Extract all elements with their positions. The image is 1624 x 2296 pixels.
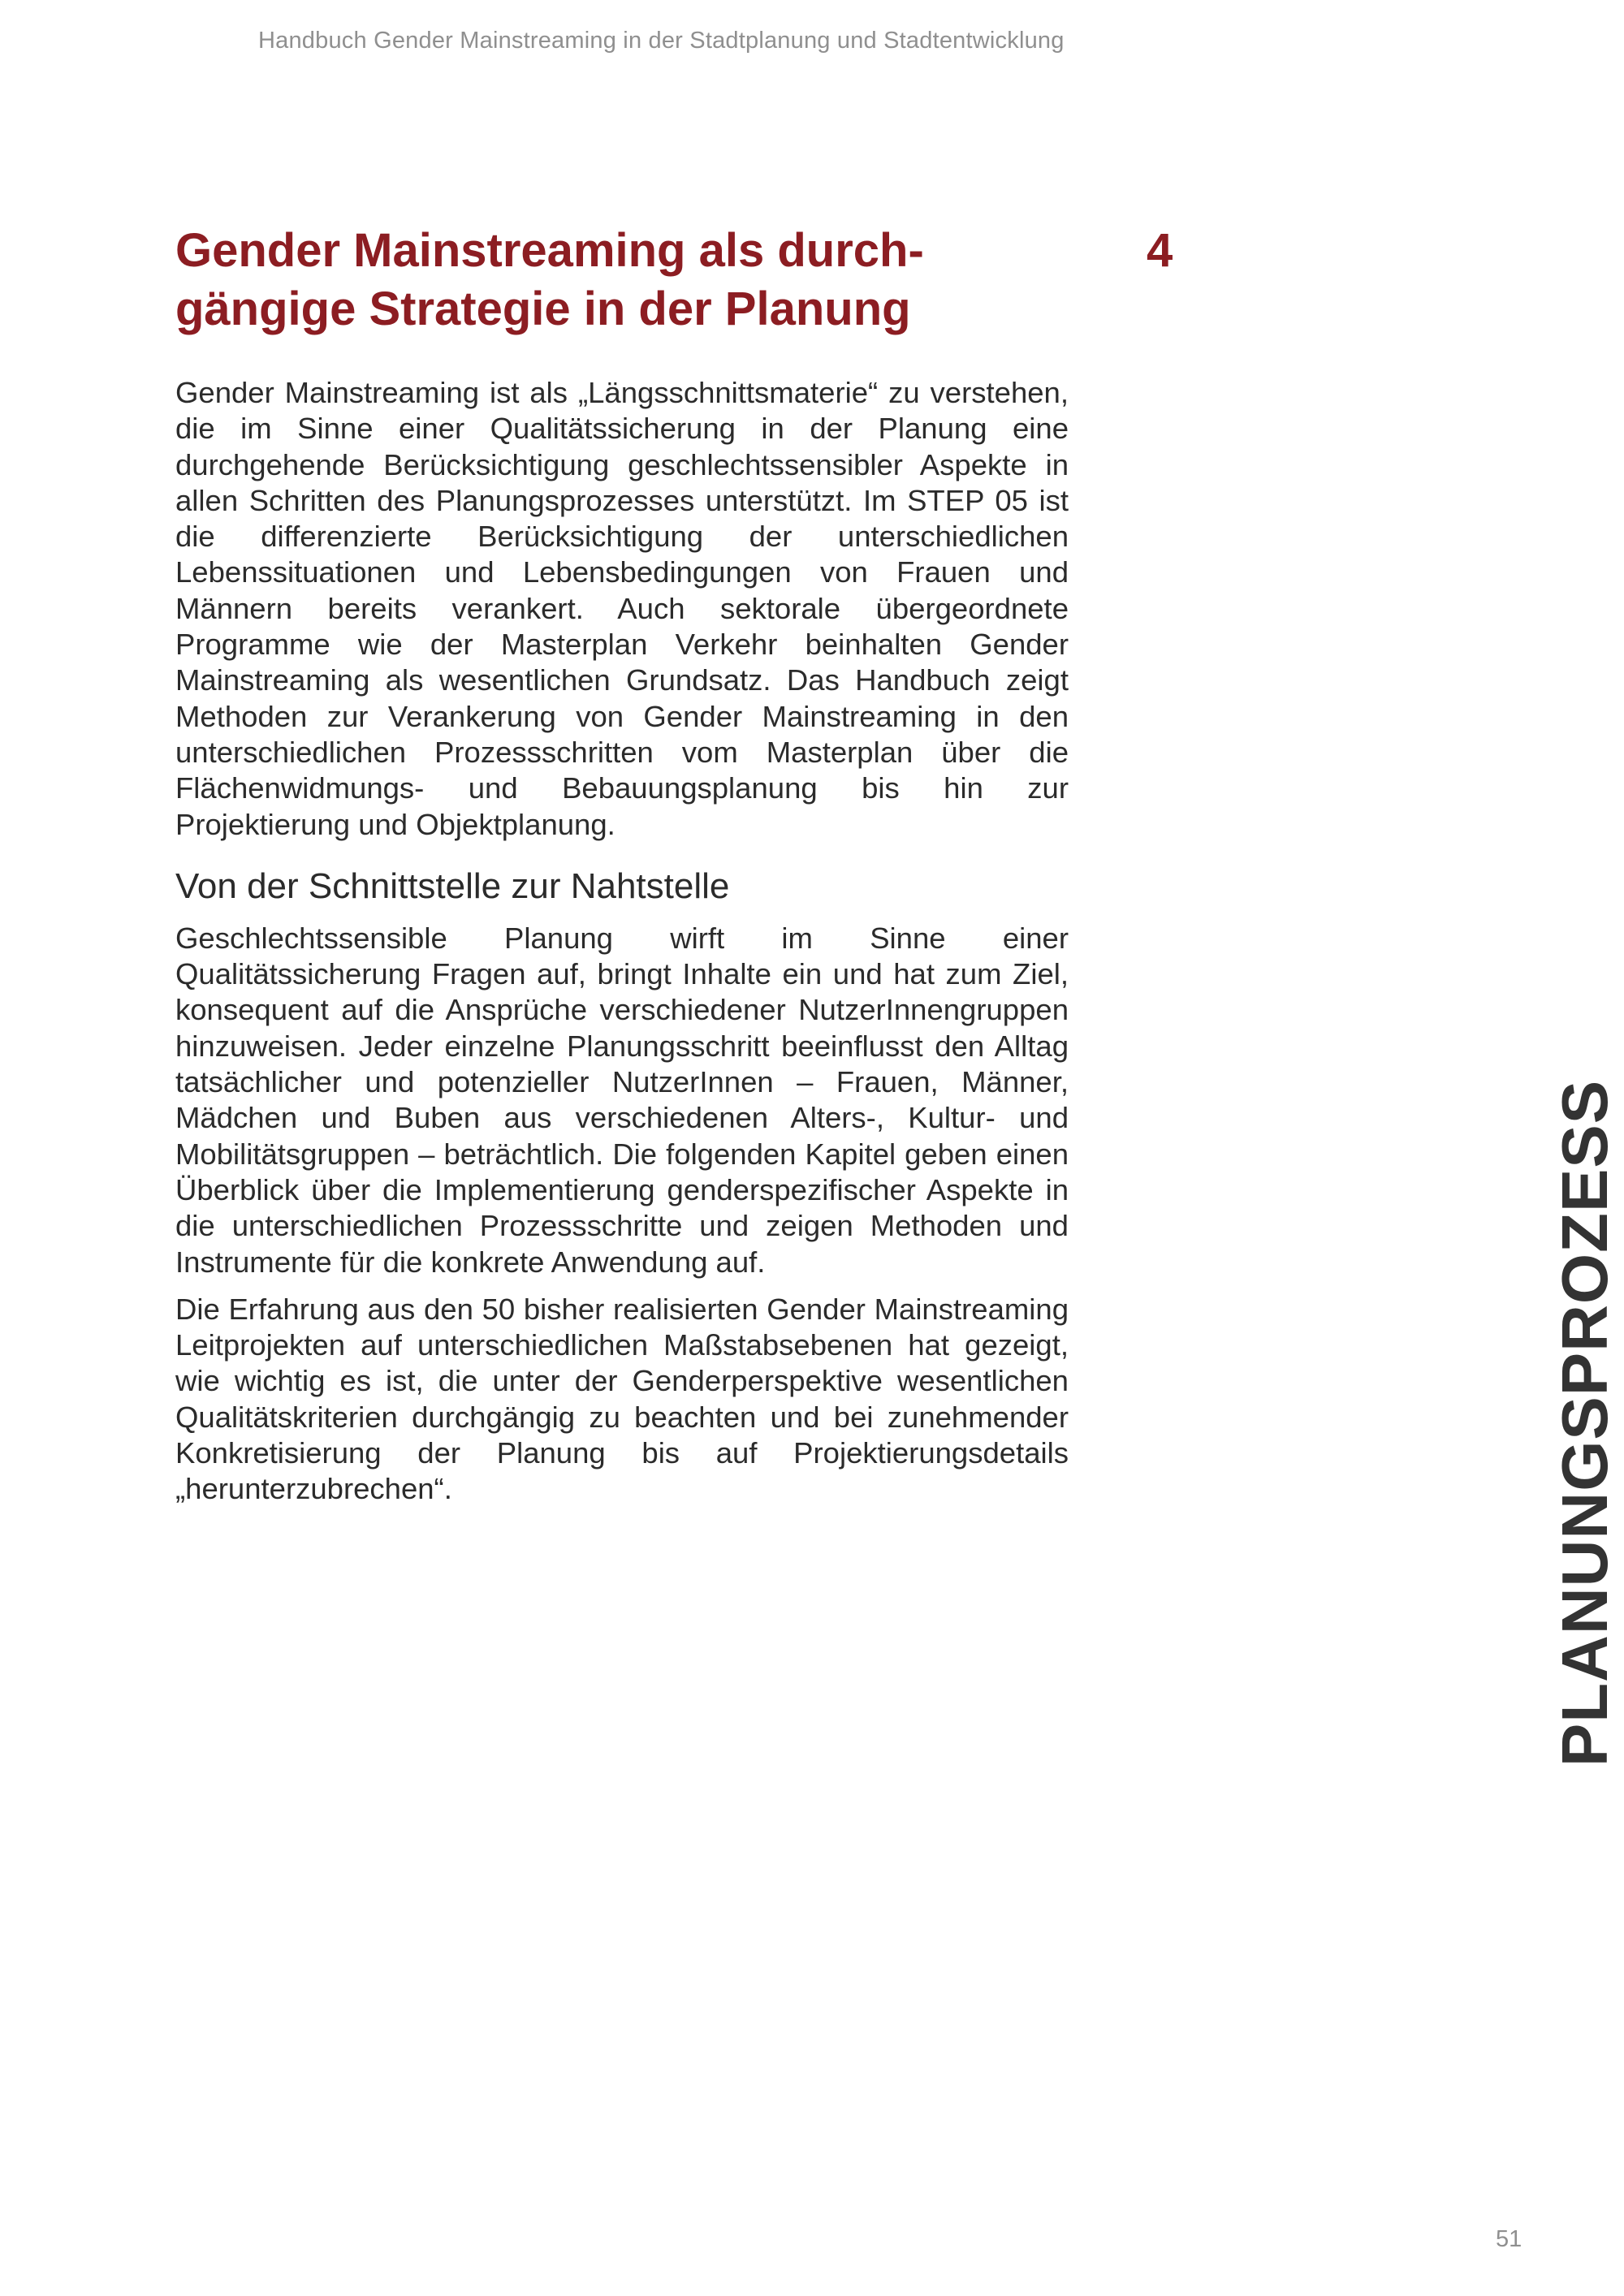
chapter-title-line-2: gängige Strategie in der Planung	[175, 283, 911, 335]
intro-paragraph: Gender Mainstreaming ist als „Längsschnittsmaterie“ zu verstehen, die im Sinne einer Qualitätssicherung in der Planung eine durchgehende Berücksichtigung geschlechtssensibler Aspekte in allen Schritten des Planungsprozesses unterstützt. Im STEP 05 ist die differenzierte Berücksichtigung der unterschiedlichen Lebenssituationen und Lebensbedingungen von Frauen und Männern bereits verankert. Auch sektorale übergeordnete Programme wie der Masterplan Verkehr beinhalten Gender Mainstreaming als wesentlichen Grundsatz. Das Handbuch zeigt Methoden zur Verankerung von Gender Mainstreaming in den unterschiedlichen Prozessschritten vom Masterplan über die Flächenwidmungs- und Bebauungsplanung bis hin zur Projektierung und Objektplanung.	[175, 376, 1069, 841]
page-number: 51	[1496, 2226, 1522, 2252]
body-paragraph: Geschlechtssensible Planung wirft im Sinne einer Qualitätssicherung Fragen auf, bringt Inhalte ein und hat zum Ziel, konsequent auf die Ansprüche verschiedener NutzerInnengruppen hinzuweisen. Jeder einzelne Planungsschritt beeinflusst den Alltag tatsächlicher und potenzieller NutzerInnen – Frauen, Männer, Mädchen und Buben aus verschiedenen Alters-, Kultur- und Mobilitätsgruppen – beträchtlich. Die folgenden Kapitel geben einen Überblick über die Implementierung genderspezifischer Aspekte in die unterschiedlichen Prozessschritte und zeigen Methoden und Instrumente für die konkrete Anwendung auf.	[175, 921, 1069, 1279]
chapter-title	[175, 222, 1101, 339]
side-section-label: PLANUNGSPROZESS	[1548, 1079, 1621, 1767]
body-paragraph: Die Erfahrung aus den 50 bisher realisierten Gender Mainstreaming Leitprojekten auf unterschiedlichen Maßstabsebenen hat gezeigt, wie wichtig es ist, die unter der Genderperspektive wesentlichen Qualitätskriterien durchgängig zu beachten und bei zunehmender Konkretisierung der Planung bis auf Projektierungsdetails „herunterzubrechen“.	[175, 1292, 1069, 1506]
main-content	[175, 375, 1069, 1508]
section-subheading: Von der Schnittstelle zur Nahtstelle	[175, 865, 730, 906]
chapter-title-line-1: Gender Mainstreaming als durch-	[175, 224, 924, 277]
running-header: Handbuch Gender Mainstreaming in der Stadtplanung und Stadtentwicklung	[258, 28, 1065, 54]
chapter-number: 4	[1147, 224, 1173, 277]
